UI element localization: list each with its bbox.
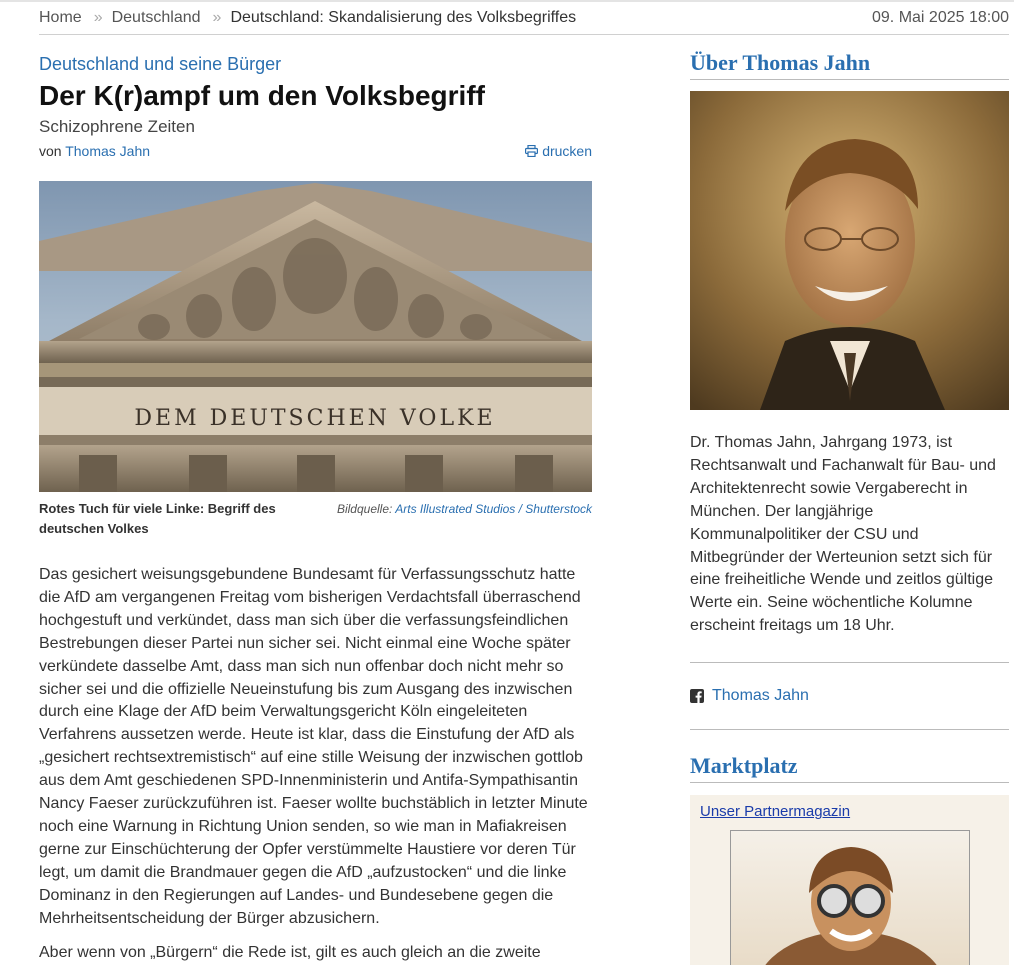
image-caption-row: [39, 499, 592, 539]
breadcrumb: [39, 9, 1009, 35]
article-paragraph: Aber wenn von „Bürgern“ die Rede ist, gilt es auch gleich an die zweite: [39, 943, 541, 961]
article: [39, 52, 592, 964]
image-inscription: DEM DEUTSCHEN VOLKE: [134, 406, 496, 431]
author-portrait: [690, 91, 1009, 410]
sidebar: [690, 49, 1009, 965]
byline: [39, 143, 150, 159]
reichstag-pediment-illustration: [39, 181, 592, 492]
breadcrumb-current: Deutschland: Skandalisierung des Volksbegriffes: [230, 9, 577, 26]
image-source-link[interactable]: Arts Illustrated Studios / Shutterstock: [395, 502, 592, 516]
image-source-label: Bildquelle:: [336, 502, 393, 516]
marketplace-box: [690, 795, 1009, 965]
article-body: [39, 564, 592, 964]
facebook-author-link[interactable]: Thomas Jahn: [712, 687, 809, 705]
image-caption: Rotes Tuch für viele Linke: Begriff des deutschen Volkes: [39, 501, 276, 536]
article-meta: [39, 143, 592, 159]
article-title: Der K(r)ampf um den Volksbegriff: [39, 80, 485, 111]
publish-date: 09. Mai 2025 18:00: [872, 9, 1009, 26]
author-photo-illustration: [690, 91, 1009, 410]
article-hero-image: [39, 181, 592, 492]
article-kicker: Deutschland und seine Bürger: [39, 54, 282, 74]
breadcrumb-separator: »: [212, 9, 222, 26]
marketplace-heading: Marktplatz: [690, 752, 1009, 783]
author-bio: Dr. Thomas Jahn, Jahrgang 1973, ist Rechtsanwalt und Fachanwalt für Bau- und Architektenrecht sowie Vergaberecht in München. Der langjährige Kommunalpolitiker der CSU und Mitbegründer der Werteunion setzt sich für eine freiheitliche Wende und zeitlos gültige Werte ein. Seine wöchentliche Kolumne erscheint freitags um 18 Uhr.: [690, 432, 1009, 663]
top-border: [0, 0, 1014, 2]
byline-prefix: von: [39, 143, 62, 159]
printer-icon: [525, 145, 538, 157]
author-link[interactable]: Thomas Jahn: [65, 143, 151, 159]
facebook-icon[interactable]: [690, 689, 704, 703]
partner-ad-image[interactable]: [730, 830, 970, 965]
article-subtitle: Schizophrene Zeiten: [39, 117, 195, 136]
image-source: [337, 502, 592, 539]
aviator-illustration: [731, 831, 970, 965]
marketplace-section: [690, 752, 1009, 965]
print-button[interactable]: [525, 143, 592, 159]
about-author-heading: Über Thomas Jahn: [690, 49, 1009, 80]
breadcrumb-separator: »: [93, 9, 103, 26]
facebook-row: [690, 663, 1009, 730]
breadcrumb-section-link[interactable]: Deutschland: [111, 9, 201, 26]
partner-magazine-link[interactable]: Unser Partnermagazin: [700, 803, 851, 821]
print-label: drucken: [542, 143, 592, 159]
article-paragraph: Das gesichert weisungsgebundene Bundesamt für Verfassungsschutz hatte die AfD am vergangenen Freitag vom bisherigen Verdachtsfall überraschend hochgestuft und verkündet, dass man sich über die verfassungsfeindlichen Bestrebungen dieser Partei nun sicher sei. Nicht einmal eine Woche später verkündete dasselbe Amt, dass man sich nun offenbar doch nicht mehr so sicher sei und die offizielle Neueinstufung bis zum Ausgang des inzwischen durch eine Klage der AfD beim Verwaltungsgericht Köln eingeleiteten Verfahrens aussetzen werde. Heute ist klar, dass die Einstufung der AfD als „gesichert rechtsextremistisch“ auf eine stille Weisung der inzwischen gottlob aus dem Amt geschiedenen SPD-Innenministerin und Antifa-Sympathisantin Nancy Faeser zurückzuführen ist. Faeser wollte buchstäblich in letzter Minute noch eine Warnung in Richtung Union senden, so wie man in Mafiakreisen gerne zur Einschüchterung der Opfer verstümmelte Haustiere vor deren Tür legt, um damit die Brandmauer gegen die AfD „aufzustocken“ und die linke Dominanz in den Regierungen auf Landes- und Bundesebene gegen die Mehrheitsentscheidung der Bürger abzusichern.: [39, 566, 588, 927]
breadcrumb-home-link[interactable]: Home: [39, 9, 82, 26]
